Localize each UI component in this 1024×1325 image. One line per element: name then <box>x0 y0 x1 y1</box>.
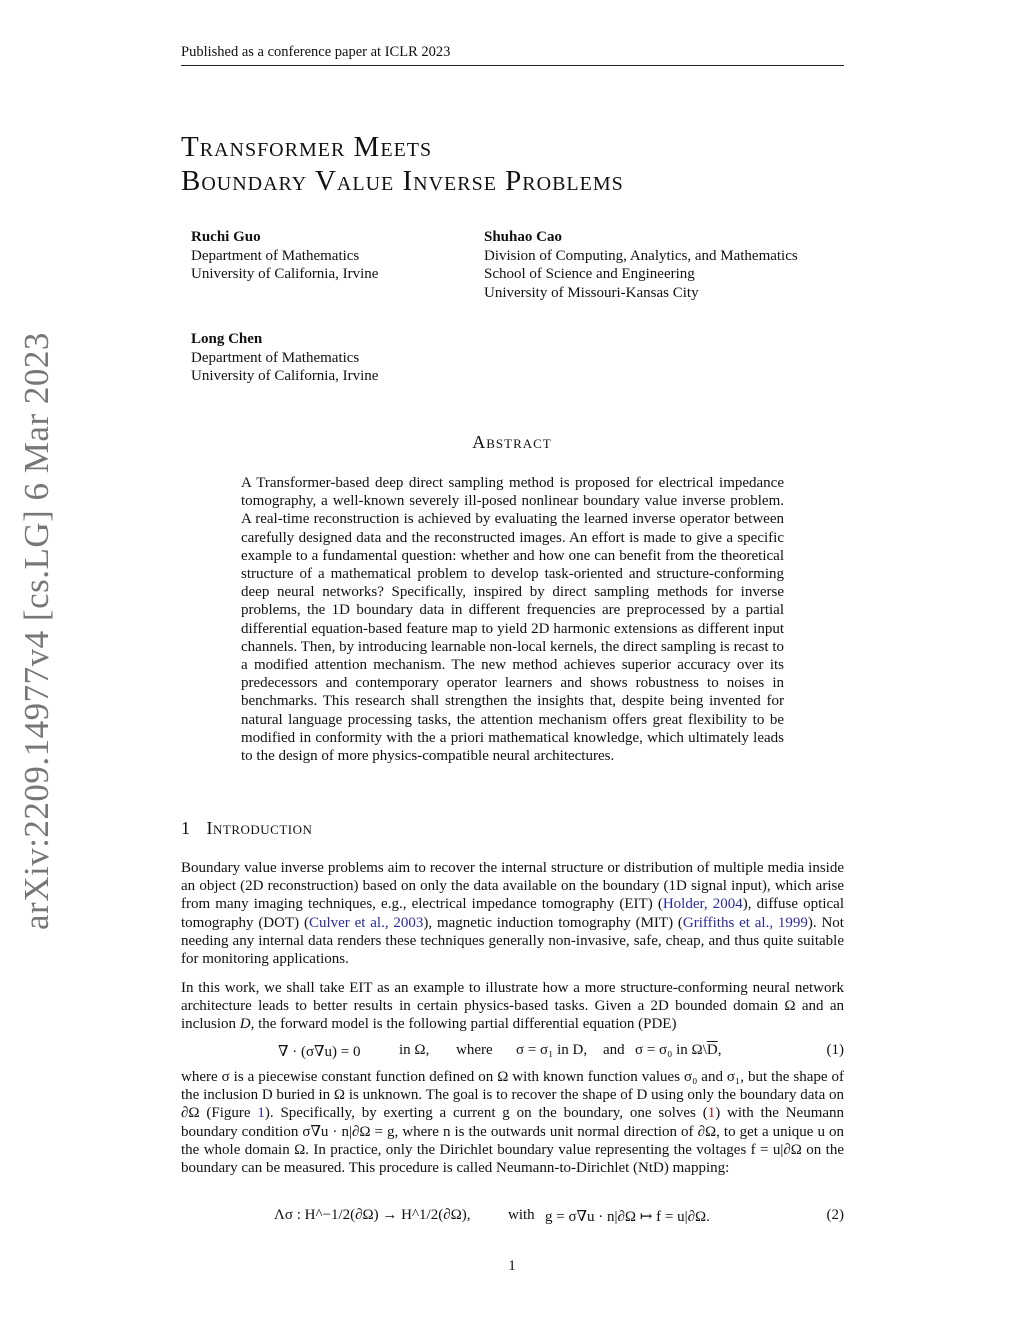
equation-number: (2) <box>826 1207 844 1223</box>
abstract-text: A Transformer-based deep direct sampling method is proposed for electrical impedance tomography, a well-known severely ill-posed nonlinear boundary value inverse problem. A real-time reconstruction is achieved by evaluating the learned inverse operator between carefully designed data and the reconstructed images. An effort is made to give a specific example to a fundamental question: whether and how one can benefit from the theoretical structure of a mathematical problem to develop task-oriented and structure-conforming deep neural networks? Specifically, inspired by direct sampling methods for inverse problems, the 1D boundary data in different frequencies are preprocessed by a partial differential equation-based feature map to yield 2D harmonic extensions as different input channels. Then, by introducing learnable non-local kernels, the direct sampling is recast to a modified attention mechanism. The new method achieves superior accuracy over its predecessors and contemporary operator learners and shows robustness to noises in benchmarks. This research shall strengthen the insights that, despite being invented for natural language processing tasks, the attention mechanism offers great flexibility to be modified in conformity with the a priori mathematical knowledge, which ultimately leads to the design of more physics-compatible neural architectures. <box>241 475 784 765</box>
author-block <box>191 228 378 284</box>
equation-text: and <box>603 1042 625 1058</box>
equation-condition: σ = σ₀ in $\Omega\backslash\overline{D}$, <box>635 1042 722 1058</box>
title-line-1: Transformer Meets <box>181 131 433 163</box>
equation-2 <box>181 1207 844 1227</box>
paragraph-text: ) with the Neumann boundary condition σ∇u · n|∂Ω = g, where n is the outwards unit normal direction of ∂Ω, to get a unique u on the whole domain Ω. In practice, only the Dirichlet boundary value representing the voltages f = u|∂Ω on the boundary can be measured. This procedure is called Neumann-to-Dirichlet (NtD) mapping: <box>181 1105 845 1177</box>
author-affiliation: University of Missouri-Kansas City <box>484 284 699 301</box>
section-title: Introduction <box>206 818 313 838</box>
equation-lhs: ∇ · (σ∇u) = 0 <box>278 1044 361 1060</box>
equation-link[interactable]: 1 <box>707 1105 716 1122</box>
author-affiliation: University of California, Irvine <box>191 368 379 384</box>
intro-paragraph-3 <box>181 1068 844 1177</box>
author-name: Long Chen <box>191 331 263 347</box>
equation-text: in Ω, <box>399 1042 430 1058</box>
author-affiliation: Department of Mathematics <box>191 247 360 264</box>
paragraph-text: ), diffuse optical tomography (DOT) ( <box>181 896 844 931</box>
equation-condition: σ = σ₁ in D, <box>516 1042 588 1058</box>
author-block <box>191 330 378 386</box>
equation-number: (1) <box>826 1042 844 1058</box>
paragraph-text: , the forward model is the following partial differential equation (PDE) <box>250 1016 677 1033</box>
paragraph-text: ), magnetic induction tomography (MIT) ( <box>423 914 683 931</box>
paragraph-text: ). Not needing any internal data renders these techniques generally non-invasive, safe, cheap, and thus quite suitable for monitoring applications. <box>181 914 844 968</box>
intro-paragraph-1 <box>181 859 844 968</box>
paragraph-text: In this work, we shall take EIT as an example to illustrate how a more structure-conforming neural network architecture leads to better results in certain physics-based tasks. Given a 2D bounded domain Ω and an inclusion <box>181 980 844 1033</box>
equation-1 <box>181 1042 844 1062</box>
section-heading <box>181 818 312 839</box>
citation-link[interactable]: Griffiths et al., 1999 <box>682 914 808 931</box>
paragraph-text: where σ is a piecewise constant function defined on Ω with known function values σ₀ and σ₁, but the shape of the inclusion D buried in Ω is unknown. The goal is to recover the shape of D using only the boundary data on ∂Ω (Figure <box>181 1069 844 1122</box>
page-number: 1 <box>508 1258 516 1274</box>
equation-rhs: g = σ∇u · n|∂Ω ↦ f = u|∂Ω. <box>545 1209 710 1225</box>
abstract-heading: Abstract <box>472 432 552 452</box>
equation-text: with <box>508 1207 535 1223</box>
author-affiliation: Division of Computing, Analytics, and Mathematics <box>484 247 798 264</box>
title-line-2: Boundary Value Inverse Problems <box>181 165 624 197</box>
paper-title <box>181 130 624 198</box>
citation-link[interactable]: Holder, 2004 <box>662 896 743 913</box>
author-name: Ruchi Guo <box>191 229 261 245</box>
paragraph-text: Boundary value inverse problems aim to recover the internal structure or distribution of multiple media inside an object (2D reconstruction) based on only the data available on the boundary (1D signal input), which arise from many imaging techniques, e.g., electrical impedance tomography (EIT) ( <box>181 860 844 913</box>
equation-lhs: Λσ : H^−1/2(∂Ω) → H^1/2(∂Ω), <box>274 1207 471 1223</box>
equation-text: where <box>456 1042 493 1058</box>
paragraph-text: ). Specifically, by exerting a current g on the boundary, one solves ( <box>264 1105 708 1122</box>
author-affiliation: School of Science and Engineering <box>484 266 695 282</box>
author-block <box>484 228 798 302</box>
author-affiliation: University of California, Irvine <box>191 266 379 282</box>
intro-paragraph-2 <box>181 979 844 1034</box>
figure-link[interactable]: 1 <box>257 1105 265 1122</box>
math-symbol: D <box>239 1016 251 1033</box>
running-header: Published as a conference paper at ICLR 2023 <box>181 44 844 66</box>
author-affiliation: Department of Mathematics <box>191 349 360 366</box>
citation-link[interactable]: Culver et al., 2003 <box>308 914 424 931</box>
section-number: 1 <box>181 818 191 838</box>
arxiv-stamp: arXiv:2209.14977v4 [cs.LG] 6 Mar 2023 <box>17 332 56 930</box>
author-name: Shuhao Cao <box>484 229 562 245</box>
